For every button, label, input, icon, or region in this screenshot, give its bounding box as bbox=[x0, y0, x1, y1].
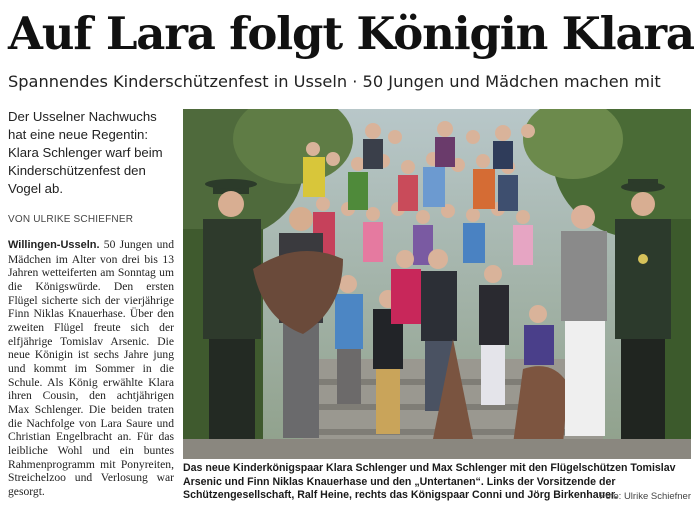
byline: VON ULRIKE SCHIEFNER bbox=[8, 214, 134, 225]
adult-woman-right bbox=[561, 205, 607, 436]
group-photo bbox=[183, 109, 691, 459]
headline: Auf Lara folgt Königin Klara bbox=[8, 7, 694, 60]
photo-caption: Das neue Kinderkönigspaar Klara Schlenger und Max Schlenger mit den Flügelschützen Tomislav Arsenic und Finn Niklas Knauerhase und den „Untertanen“. Links der Vorsitzende der Schützengesellschaft, Ralf Heine, rechts das Königspaar Conni und Jörg Birkenhauer. bbox=[183, 462, 676, 502]
article-body bbox=[8, 238, 174, 498]
adult-man-right bbox=[615, 179, 671, 449]
body-text: 50 Jungen und Mädchen im Alter von drei bis 13 Jahren wetteiferten am Sonntag um die Königswürde. Den ersten Flügel sicherte sich der vierjährige Finn Niklas Knauerhase. Über den zweiten Flügel freute sich der elfjährige Tomislav Arsenic. Die neue Königin ist sechs Jahre jung und kommt im Sommer in die Schule. Als König erwählte Klara ihren Cousin, den achtjährigen Max Schlenger. Die beiden traten die Nachfolge von Lara Saure und Christian Engelbracht an. Für das leibliche Wohl und ein buntes Rahmenprogramm mit Ponyreiten, Streichelzoo und Verlosung war gesorgt. bbox=[8, 238, 174, 498]
adult-left bbox=[203, 179, 261, 449]
photo-credit: Foto: Ulrike Schiefner bbox=[599, 491, 691, 502]
group-photo-illustration bbox=[183, 109, 691, 459]
dateline: Willingen-Usseln. bbox=[8, 239, 100, 251]
teaser-text: Der Usselner Nachwuchs hat eine neue Regentin: Klara Schlenger warf beim Kinderschützenfest den Vogel ab. bbox=[8, 109, 163, 196]
subheadline: Spannendes Kinderschützenfest in Usseln · 50 Jungen und Mädchen machen mit bbox=[8, 72, 661, 91]
